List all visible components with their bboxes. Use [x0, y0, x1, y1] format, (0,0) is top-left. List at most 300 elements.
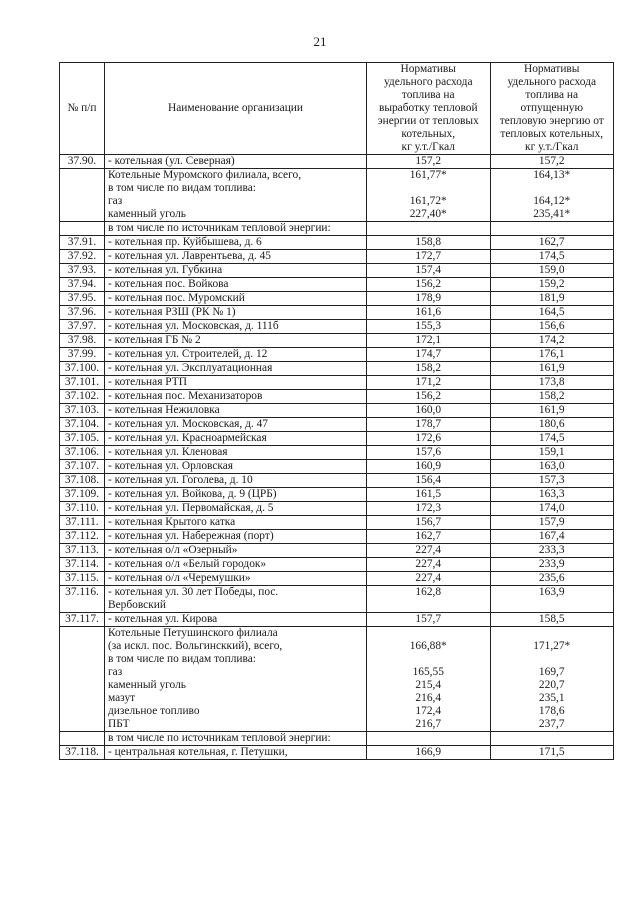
- organization-name: [105, 544, 367, 558]
- table-row: [60, 390, 614, 404]
- organization-name: [105, 460, 367, 474]
- norm-production-value: [367, 572, 491, 586]
- norm-supply-value: [490, 376, 614, 390]
- table-row: [60, 544, 614, 558]
- table-row: [60, 278, 614, 292]
- organization-name: [105, 558, 367, 572]
- table-row: [60, 155, 614, 169]
- organization-name: [105, 446, 367, 460]
- cell-line: 166,88*: [409, 640, 447, 652]
- table-row: [60, 222, 614, 236]
- cell-line: 163,0: [538, 460, 565, 472]
- cell-line: [370, 653, 487, 666]
- cell-line: Нормативы: [524, 63, 580, 75]
- cell-line: - котельная Крытого катка: [108, 516, 236, 528]
- norm-production-value: [367, 404, 491, 418]
- cell-line: тепловую энергию от: [499, 115, 604, 127]
- cell-line: 158,2: [415, 362, 442, 374]
- cell-line: 180,6: [538, 418, 565, 430]
- table-row: [60, 572, 614, 586]
- cell-line: 156,2: [415, 390, 442, 402]
- table-row: [60, 460, 614, 474]
- norm-production-value: [367, 320, 491, 334]
- norm-production-value: [367, 169, 491, 222]
- cell-line: [370, 732, 487, 745]
- norm-supply-value: [490, 306, 614, 320]
- row-number: 37.101.: [60, 376, 105, 390]
- table-row: [60, 334, 614, 348]
- cell-line: - центральная котельная, г. Петушки,: [108, 746, 288, 758]
- cell-line: - котельная ул. Кленовая: [108, 446, 228, 458]
- cell-line: - котельная ул. Первомайская, д. 5: [108, 502, 274, 514]
- table-row: [60, 746, 614, 760]
- cell-line: 157,2: [538, 155, 565, 167]
- cell-line: (за искл. пос. Вольгинсккий), всего,: [108, 640, 283, 652]
- cell-line: 167,4: [538, 530, 565, 542]
- row-number: 37.116.: [60, 586, 105, 613]
- norm-production-value: [367, 558, 491, 572]
- cell-line: - котельная ул. 30 лет Победы, пос.: [108, 586, 279, 598]
- norm-production-value: [367, 264, 491, 278]
- norm-supply-value: [490, 404, 614, 418]
- norm-production-value: [367, 613, 491, 627]
- norm-supply-value: [490, 432, 614, 446]
- cell-line: - котельная ул. Гоголева, д. 10: [108, 474, 253, 486]
- cell-line: отпущенную: [520, 102, 584, 114]
- cell-line: 159,0: [538, 264, 565, 276]
- cell-line: 215,4: [415, 679, 442, 691]
- cell-line: газ: [108, 195, 123, 207]
- norm-supply-value: [490, 530, 614, 544]
- cell-line: 178,7: [415, 418, 442, 430]
- cell-line: удельного расхода: [507, 76, 597, 88]
- cell-line: выработку тепловой: [378, 102, 478, 114]
- organization-name: [105, 169, 367, 222]
- cell-line: 155,3: [415, 320, 442, 332]
- norm-supply-value: [490, 732, 614, 746]
- cell-line: 178,6: [538, 705, 565, 717]
- row-number: 37.93.: [60, 264, 105, 278]
- cell-line: 227,4: [415, 558, 442, 570]
- cell-line: [370, 182, 487, 195]
- row-number: 37.108.: [60, 474, 105, 488]
- organization-name: [105, 516, 367, 530]
- cell-line: каменный уголь: [108, 679, 186, 691]
- norm-production-value: [367, 334, 491, 348]
- cell-line: - котельная пос. Механизаторов: [108, 390, 263, 402]
- cell-line: 174,5: [538, 250, 565, 262]
- cell-line: 157,7: [415, 613, 442, 625]
- cell-line: топлива на: [401, 89, 455, 101]
- cell-line: 233,3: [538, 544, 565, 556]
- header-col1: [367, 63, 491, 155]
- organization-name: [105, 746, 367, 760]
- row-number: 37.95.: [60, 292, 105, 306]
- table-row: [60, 348, 614, 362]
- organization-name: [105, 530, 367, 544]
- norm-supply-value: [490, 362, 614, 376]
- cell-line: кг у.т./Гкал: [525, 141, 579, 153]
- table-row: [60, 732, 614, 746]
- cell-line: 169,7: [538, 666, 565, 678]
- norm-supply-value: [490, 390, 614, 404]
- table-row: [60, 362, 614, 376]
- norm-production-value: [367, 586, 491, 613]
- cell-line: 220,7: [538, 679, 565, 691]
- row-number: 37.100.: [60, 362, 105, 376]
- organization-name: [105, 278, 367, 292]
- row-number: 37.113.: [60, 544, 105, 558]
- norm-production-value: [367, 530, 491, 544]
- cell-line: 166,9: [415, 746, 442, 758]
- row-number: 37.109.: [60, 488, 105, 502]
- row-number: 37.99.: [60, 348, 105, 362]
- norm-production-value: [367, 306, 491, 320]
- cell-line: [494, 182, 611, 195]
- cell-line: - котельная ул. Орловская: [108, 460, 234, 472]
- cell-line: Нормативы: [400, 63, 456, 75]
- cell-line: - котельная о/л «Озерный»: [108, 544, 238, 556]
- cell-line: Котельные Петушинского филиала: [108, 627, 278, 639]
- cell-line: - котельная Нежиловка: [108, 404, 220, 416]
- cell-line: - котельная ул. Кирова: [108, 613, 218, 625]
- norm-production-value: [367, 250, 491, 264]
- organization-name: [105, 390, 367, 404]
- norm-supply-value: [490, 474, 614, 488]
- cell-line: 161,9: [538, 362, 565, 374]
- table-row: [60, 502, 614, 516]
- cell-line: 162,7: [538, 236, 565, 248]
- cell-line: 174,2: [538, 334, 565, 346]
- cell-line: - котельная ул. Московская, д. 47: [108, 418, 268, 430]
- cell-line: каменный уголь: [108, 208, 186, 220]
- cell-line: 161,5: [415, 488, 442, 500]
- cell-line: [494, 732, 611, 745]
- organization-name: [105, 376, 367, 390]
- norm-supply-value: [490, 264, 614, 278]
- norm-production-value: [367, 544, 491, 558]
- table-row: [60, 306, 614, 320]
- cell-line: 174,0: [538, 502, 565, 514]
- organization-name: [105, 586, 367, 613]
- norm-production-value: [367, 222, 491, 236]
- cell-line: кг у.т./Гкал: [401, 141, 455, 153]
- norm-supply-value: [490, 250, 614, 264]
- cell-line: в том числе по источникам тепловой энергии:: [108, 222, 331, 234]
- row-number: 37.91.: [60, 236, 105, 250]
- organization-name: [105, 572, 367, 586]
- norm-production-value: [367, 746, 491, 760]
- organization-name: [105, 732, 367, 746]
- table-row: [60, 292, 614, 306]
- organization-name: [105, 306, 367, 320]
- norm-production-value: [367, 432, 491, 446]
- norm-supply-value: [490, 418, 614, 432]
- cell-line: в том числе по видам топлива:: [108, 182, 256, 194]
- cell-line: топлива на: [525, 89, 579, 101]
- cell-line: 216,7: [415, 718, 442, 730]
- cell-line: - котельная пос. Муромский: [108, 292, 245, 304]
- cell-line: 172,4: [415, 705, 442, 717]
- norm-production-value: [367, 418, 491, 432]
- organization-name: [105, 264, 367, 278]
- cell-line: в том числе по видам топлива:: [108, 653, 256, 665]
- cell-line: 171,27*: [533, 640, 571, 652]
- cell-line: - котельная ул. Набережная (порт): [108, 530, 274, 542]
- table-row: [60, 446, 614, 460]
- row-number: [60, 169, 105, 222]
- table-row: [60, 404, 614, 418]
- table-row: [60, 250, 614, 264]
- norm-supply-value: [490, 292, 614, 306]
- cell-line: 157,9: [538, 516, 565, 528]
- norm-supply-value: [490, 348, 614, 362]
- table-row: [60, 264, 614, 278]
- cell-line: 235,6: [538, 572, 565, 584]
- table-row: [60, 613, 614, 627]
- norm-supply-value: [490, 446, 614, 460]
- header-num: № п/п: [60, 63, 105, 155]
- cell-line: - котельная ул. Губкина: [108, 264, 223, 276]
- organization-name: [105, 292, 367, 306]
- page-number: 21: [313, 34, 327, 49]
- organization-name: [105, 320, 367, 334]
- cell-line: - котельная ул. Лаврентьева, д. 45: [108, 250, 271, 262]
- norm-production-value: [367, 627, 491, 732]
- cell-line: ПБТ: [108, 718, 130, 730]
- cell-line: 171,5: [538, 746, 565, 758]
- table-row: [60, 169, 614, 222]
- cell-line: [494, 222, 611, 235]
- cell-line: 157,2: [415, 155, 442, 167]
- row-number: 37.117.: [60, 613, 105, 627]
- organization-name: [105, 502, 367, 516]
- norm-supply-value: [490, 613, 614, 627]
- organization-name: [105, 627, 367, 732]
- row-number: 37.106.: [60, 446, 105, 460]
- cell-line: Котельные Муромского филиала, всего,: [108, 169, 302, 181]
- organization-name: [105, 404, 367, 418]
- cell-line: 172,6: [415, 432, 442, 444]
- cell-line: 158,8: [415, 236, 442, 248]
- norm-supply-value: [490, 558, 614, 572]
- cell-line: - котельная ул. Эксплуатационная: [108, 362, 273, 374]
- cell-line: 158,2: [538, 390, 565, 402]
- cell-line: 178,9: [415, 292, 442, 304]
- organization-name: [105, 362, 367, 376]
- cell-line: мазут: [108, 692, 136, 704]
- table-row: [60, 320, 614, 334]
- norm-production-value: [367, 732, 491, 746]
- cell-line: 181,9: [538, 292, 565, 304]
- row-number: 37.103.: [60, 404, 105, 418]
- cell-line: - котельная РЗШ (РК № 1): [108, 306, 236, 318]
- cell-line: 157,4: [415, 264, 442, 276]
- cell-line: 160,0: [415, 404, 442, 416]
- norm-production-value: [367, 502, 491, 516]
- norm-supply-value: [490, 155, 614, 169]
- norms-table: [59, 62, 614, 760]
- norm-production-value: [367, 278, 491, 292]
- organization-name: [105, 155, 367, 169]
- row-number: 37.96.: [60, 306, 105, 320]
- norm-production-value: [367, 446, 491, 460]
- cell-line: 156,7: [415, 516, 442, 528]
- organization-name: [105, 348, 367, 362]
- cell-line: 161,77*: [409, 169, 447, 181]
- cell-line: 165,55: [412, 666, 444, 678]
- cell-line: 174,7: [415, 348, 442, 360]
- norm-supply-value: [490, 222, 614, 236]
- cell-line: Вербовский: [108, 599, 166, 611]
- cell-line: - котельная ул. Войкова, д. 9 (ЦРБ): [108, 488, 277, 500]
- cell-line: 174,5: [538, 432, 565, 444]
- table-row: [60, 516, 614, 530]
- norm-production-value: [367, 292, 491, 306]
- table-row: [60, 488, 614, 502]
- cell-line: дизельное топливо: [108, 705, 200, 717]
- cell-line: в том числе по источникам тепловой энергии:: [108, 732, 331, 744]
- row-number: 37.97.: [60, 320, 105, 334]
- cell-line: 176,1: [538, 348, 565, 360]
- table-row: [60, 474, 614, 488]
- organization-name: [105, 250, 367, 264]
- norm-production-value: [367, 376, 491, 390]
- norm-production-value: [367, 460, 491, 474]
- norm-production-value: [367, 348, 491, 362]
- cell-line: 233,9: [538, 558, 565, 570]
- cell-line: 172,3: [415, 502, 442, 514]
- cell-line: 163,3: [538, 488, 565, 500]
- norm-supply-value: [490, 236, 614, 250]
- norm-supply-value: [490, 278, 614, 292]
- row-number: 37.114.: [60, 558, 105, 572]
- cell-line: - котельная о/л «Черемушки»: [108, 572, 251, 584]
- cell-line: - котельная ул. Московская, д. 111б: [108, 320, 279, 332]
- cell-line: - котельная пос. Войкова: [108, 278, 229, 290]
- norm-supply-value: [490, 320, 614, 334]
- row-number: 37.110.: [60, 502, 105, 516]
- table-row: [60, 432, 614, 446]
- table-row: [60, 627, 614, 732]
- organization-name: [105, 432, 367, 446]
- row-number: [60, 627, 105, 732]
- organization-name: [105, 334, 367, 348]
- cell-line: газ: [108, 666, 123, 678]
- cell-line: 157,3: [538, 474, 565, 486]
- table-row: [60, 236, 614, 250]
- table-header-row: [60, 63, 614, 155]
- cell-line: - котельная о/л «Белый городок»: [108, 558, 267, 570]
- cell-line: 227,4: [415, 572, 442, 584]
- row-number: 37.115.: [60, 572, 105, 586]
- row-number: 37.118.: [60, 746, 105, 760]
- norm-supply-value: [490, 572, 614, 586]
- norm-supply-value: [490, 334, 614, 348]
- row-number: 37.112.: [60, 530, 105, 544]
- norm-production-value: [367, 474, 491, 488]
- norm-production-value: [367, 236, 491, 250]
- cell-line: - котельная (ул. Северная): [108, 155, 235, 167]
- cell-line: 158,5: [538, 613, 565, 625]
- cell-line: 171,2: [415, 376, 442, 388]
- header-name: Наименование организации: [105, 63, 367, 155]
- cell-line: [370, 222, 487, 235]
- cell-line: [494, 627, 611, 640]
- norm-supply-value: [490, 460, 614, 474]
- row-number: 37.105.: [60, 432, 105, 446]
- row-number: 37.94.: [60, 278, 105, 292]
- norm-supply-value: [490, 627, 614, 732]
- cell-line: - котельная ул. Красноармейская: [108, 432, 267, 444]
- cell-line: 235,41*: [533, 208, 571, 220]
- cell-line: 156,4: [415, 474, 442, 486]
- cell-line: - котельная ГБ № 2: [108, 334, 201, 346]
- cell-line: 235,1: [538, 692, 565, 704]
- cell-line: 161,72*: [409, 195, 447, 207]
- table-row: [60, 586, 614, 613]
- cell-line: энергии от тепловых: [377, 115, 479, 127]
- row-number: [60, 732, 105, 746]
- cell-line: 162,8: [415, 586, 442, 598]
- table-row: [60, 376, 614, 390]
- row-number: 37.107.: [60, 460, 105, 474]
- norm-production-value: [367, 488, 491, 502]
- norm-supply-value: [490, 544, 614, 558]
- cell-line: 172,7: [415, 250, 442, 262]
- row-number: 37.98.: [60, 334, 105, 348]
- norm-supply-value: [490, 586, 614, 613]
- cell-line: 172,1: [415, 334, 442, 346]
- cell-line: 227,40*: [409, 208, 447, 220]
- cell-line: 161,6: [415, 306, 442, 318]
- cell-line: - котельная ул. Строителей, д. 12: [108, 348, 268, 360]
- cell-line: 164,12*: [533, 195, 571, 207]
- table-body: [60, 155, 614, 760]
- cell-line: 156,2: [415, 278, 442, 290]
- norm-supply-value: [490, 169, 614, 222]
- organization-name: [105, 236, 367, 250]
- norm-production-value: [367, 390, 491, 404]
- row-number: 37.104.: [60, 418, 105, 432]
- table-row: [60, 418, 614, 432]
- cell-line: 160,9: [415, 460, 442, 472]
- organization-name: [105, 418, 367, 432]
- norm-production-value: [367, 362, 491, 376]
- norm-production-value: [367, 516, 491, 530]
- cell-line: удельного расхода: [383, 76, 473, 88]
- table-row: [60, 558, 614, 572]
- cell-line: 157,6: [415, 446, 442, 458]
- cell-line: котельных,: [401, 128, 456, 140]
- cell-line: 237,7: [538, 718, 565, 730]
- cell-line: [370, 627, 487, 640]
- row-number: 37.111.: [60, 516, 105, 530]
- cell-line: 163,9: [538, 586, 565, 598]
- organization-name: [105, 488, 367, 502]
- cell-line: 164,5: [538, 306, 565, 318]
- norm-supply-value: [490, 502, 614, 516]
- norm-production-value: [367, 155, 491, 169]
- row-number: 37.90.: [60, 155, 105, 169]
- norm-supply-value: [490, 516, 614, 530]
- organization-name: [105, 222, 367, 236]
- norm-supply-value: [490, 488, 614, 502]
- cell-line: 159,2: [538, 278, 565, 290]
- row-number: 37.92.: [60, 250, 105, 264]
- organization-name: [105, 474, 367, 488]
- cell-line: - котельная пр. Куйбышева, д. 6: [108, 236, 262, 248]
